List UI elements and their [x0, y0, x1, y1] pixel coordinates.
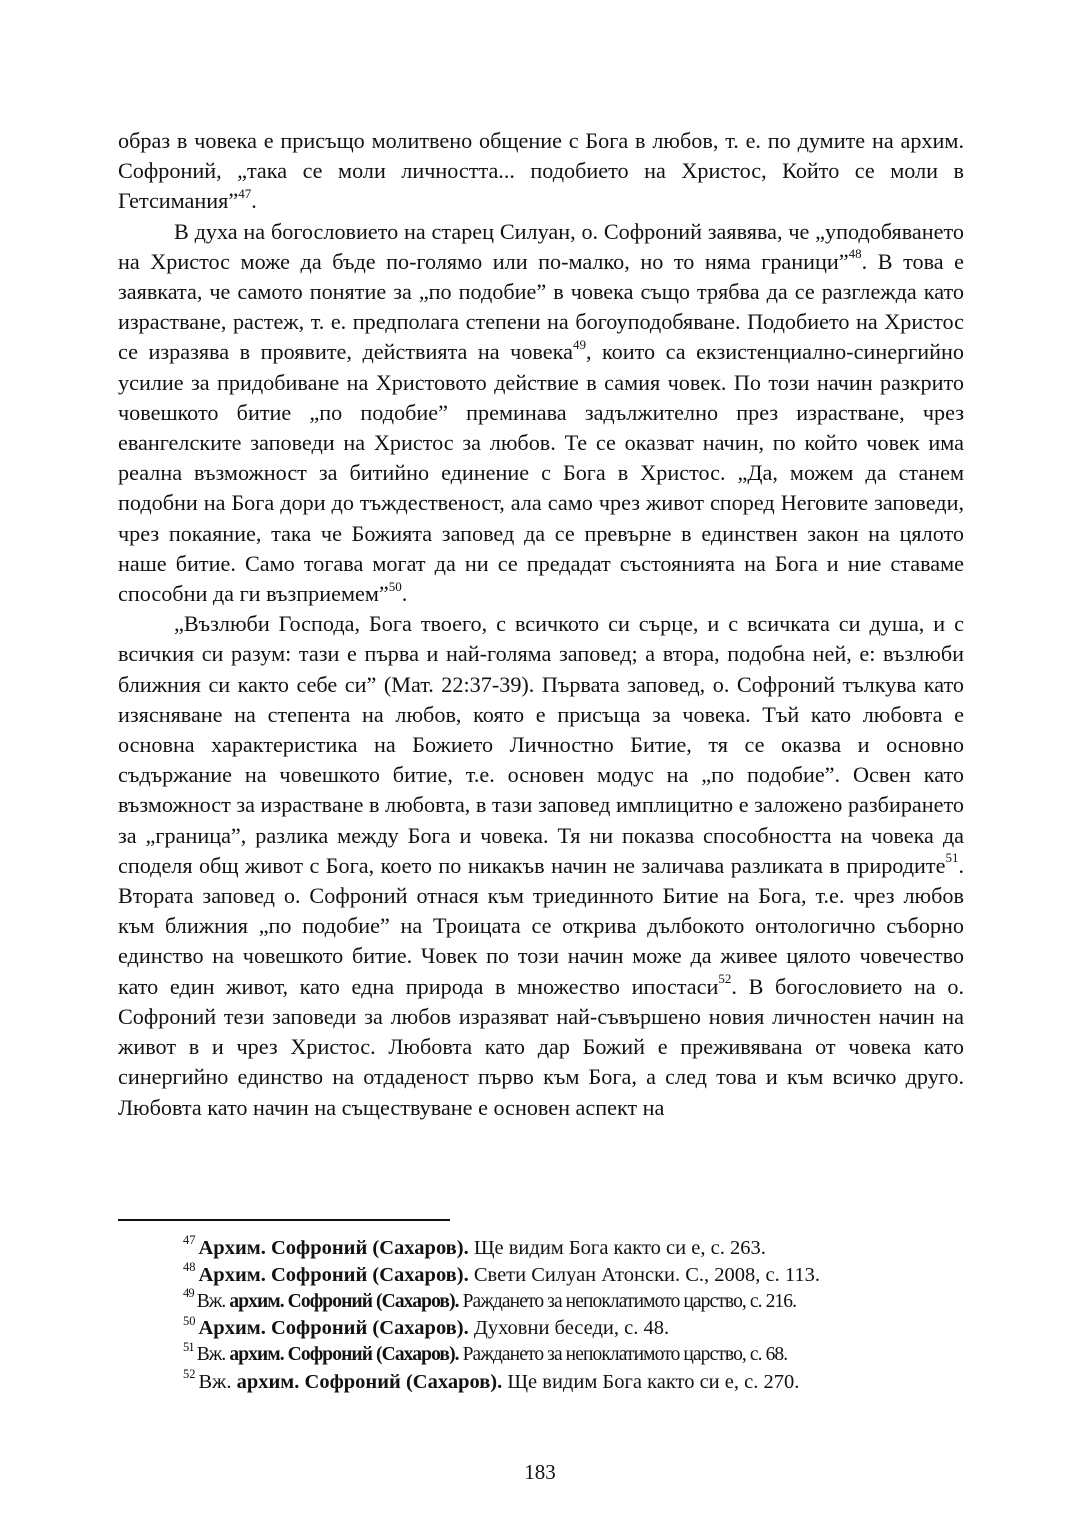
footnotes — [183, 1235, 973, 1396]
footnote-author: архим. Софроний (Сахаров). — [236, 1370, 503, 1393]
footnote-47 — [183, 1235, 973, 1262]
text-run: , които са екзистенциално-синергийно усилие за придобиване на Христовото действие в самия човек. По този начин разкрито човешкото битие „по подобие” преминава задължително през израстване, чрез евангелските заповеди на Христос за любов. Те се оказват начин, по който човек има реална възможност за битийно единение с Бога в Христос. „Да, можем да станем подобни на Бога дори до тъждественост, ала само чрез живот според Неговите заповеди, чрез покаяние, така че Божията заповед да се превърне в единствен закон на цялото наше битие. Само тогава могат да ни се предадат състоянията на Бога и ние ставаме способни да ги възприемем” — [118, 339, 964, 607]
footnote-reference: 51 — [945, 850, 959, 866]
text-run: В духа на богословието на старец Силуан, о. Софроний заявява, че „уподобяването на Христос може да бъде по-голямо или по-малко, но то няма граници” — [118, 218, 964, 274]
footnote-reference: 48 — [848, 246, 862, 262]
footnote-prefix: Вж. — [196, 1344, 230, 1366]
main-text — [118, 126, 964, 1123]
paragraph-3 — [118, 609, 964, 1122]
footnote-source: Ще видим Бога както си е, с. 270. — [502, 1370, 800, 1393]
footnote-source: Духовни беседи, с. 48. — [468, 1317, 670, 1340]
footnote-49 — [183, 1286, 973, 1316]
footnote-number: 49 — [183, 1286, 194, 1301]
text-run: . В това е заявката, че самото понятие за „по подобие” в човека също трябва да се разглежда като израстване, растеж, т. е. предполага степени на богоуподобяване. Подобието на Христос се изразява в проявите, действията на човека — [118, 248, 964, 365]
footnote-separator — [118, 1219, 450, 1221]
footnote-reference: 52 — [718, 971, 732, 987]
text-run: . В богословието на о. Софроний тези заповеди за любов изразяват най-съвършено новия личностен начин на живот в и чрез Христос. Любовта като дар Божий е преживявана от човека като синергийно единство на отдаденост първо към Бога, а след това и към всичко друго. Любовта като начин на съществуване е основен аспект на — [118, 973, 964, 1120]
footnote-author: Архим. Софроний (Сахаров). — [198, 1263, 469, 1286]
footnote-52 — [183, 1369, 973, 1396]
footnote-number: 50 — [183, 1313, 196, 1328]
footnote-prefix: Вж. — [196, 1290, 230, 1312]
footnote-number: 47 — [183, 1233, 196, 1248]
footnote-51 — [183, 1339, 973, 1369]
footnote-number: 52 — [183, 1367, 196, 1382]
footnote-number: 48 — [183, 1259, 196, 1274]
paragraph-2 — [118, 217, 964, 610]
footnote-source: Ще видим Бога както си е, с. 263. — [468, 1237, 766, 1259]
text-run: . Втората заповед о. Софроний отнася към триединното Битие на Бога, т.е. чрез любов към ближния „по подобие” на Троицата се открива дълбокото онтологично съборно единство на човешкото битие. Човек по този начин може да живее цялото човечество като един живот, като една природа в множество ипостаси — [118, 852, 964, 999]
footnote-48 — [183, 1259, 973, 1289]
footnote-source: Раждането за непоклатимото царство, с. 216. — [458, 1290, 797, 1312]
footnote-50 — [183, 1315, 973, 1342]
page-number: 183 — [524, 1460, 556, 1484]
footnote-reference: 50 — [388, 578, 402, 594]
text-run: . — [401, 581, 408, 607]
text-run: „Възлюби Господа, Бога твоего, с всичкото си сърце, и с всичката си душа, и с всичкия си разум: тази е първа и най-голяма заповед; а втора, подобна ней, е: възлюби ближния си както себе си” (Мат. 22:37-39). Първата заповед, о. Софроний тълкува като изясняване на степента на любов, която е присъща за човека. Тъй като любовта е основна характеристика на Божието Личностно Битие, тя се оказва и основно съдържание на човешкото битие, т.е. основен модус на „по подобие”. Освен като възможност за израстване в любовта, в тази заповед имплицитно е заложено разбирането за „граница”, разлика между Бога и човека. Тя ни показва способността на човека да споделя общ живот с Бога, което по никакъв начин не заличава разликата в природите — [118, 611, 964, 878]
footnote-prefix: Вж. — [198, 1370, 237, 1393]
text-run: . — [251, 188, 257, 214]
footnote-reference: 47 — [238, 186, 252, 202]
footnote-author: Архим. Софроний (Сахаров). — [198, 1317, 469, 1340]
footnote-source: Свети Силуан Атонски. С., 2008, с. 113. — [468, 1263, 821, 1286]
footnote-source: Раждането за непоклатимото царство, с. 68. — [458, 1344, 788, 1366]
paragraph-1 — [118, 126, 964, 217]
footnote-number: 51 — [183, 1339, 194, 1354]
footnote-author: Архим. Софроний (Сахаров). — [198, 1237, 469, 1259]
footnote-author: архим. Софроний (Сахаров). — [229, 1344, 459, 1366]
footnote-author: архим. Софроний (Сахаров). — [229, 1290, 459, 1312]
footnote-reference: 49 — [572, 337, 586, 353]
text-run: образ в човека е присъщо молитвено общение с Бога в любов, т. е. по думите на архим. Софроний, „така се моли личността... подобието на Христос, Който се моли в Гетсимания” — [118, 128, 964, 214]
